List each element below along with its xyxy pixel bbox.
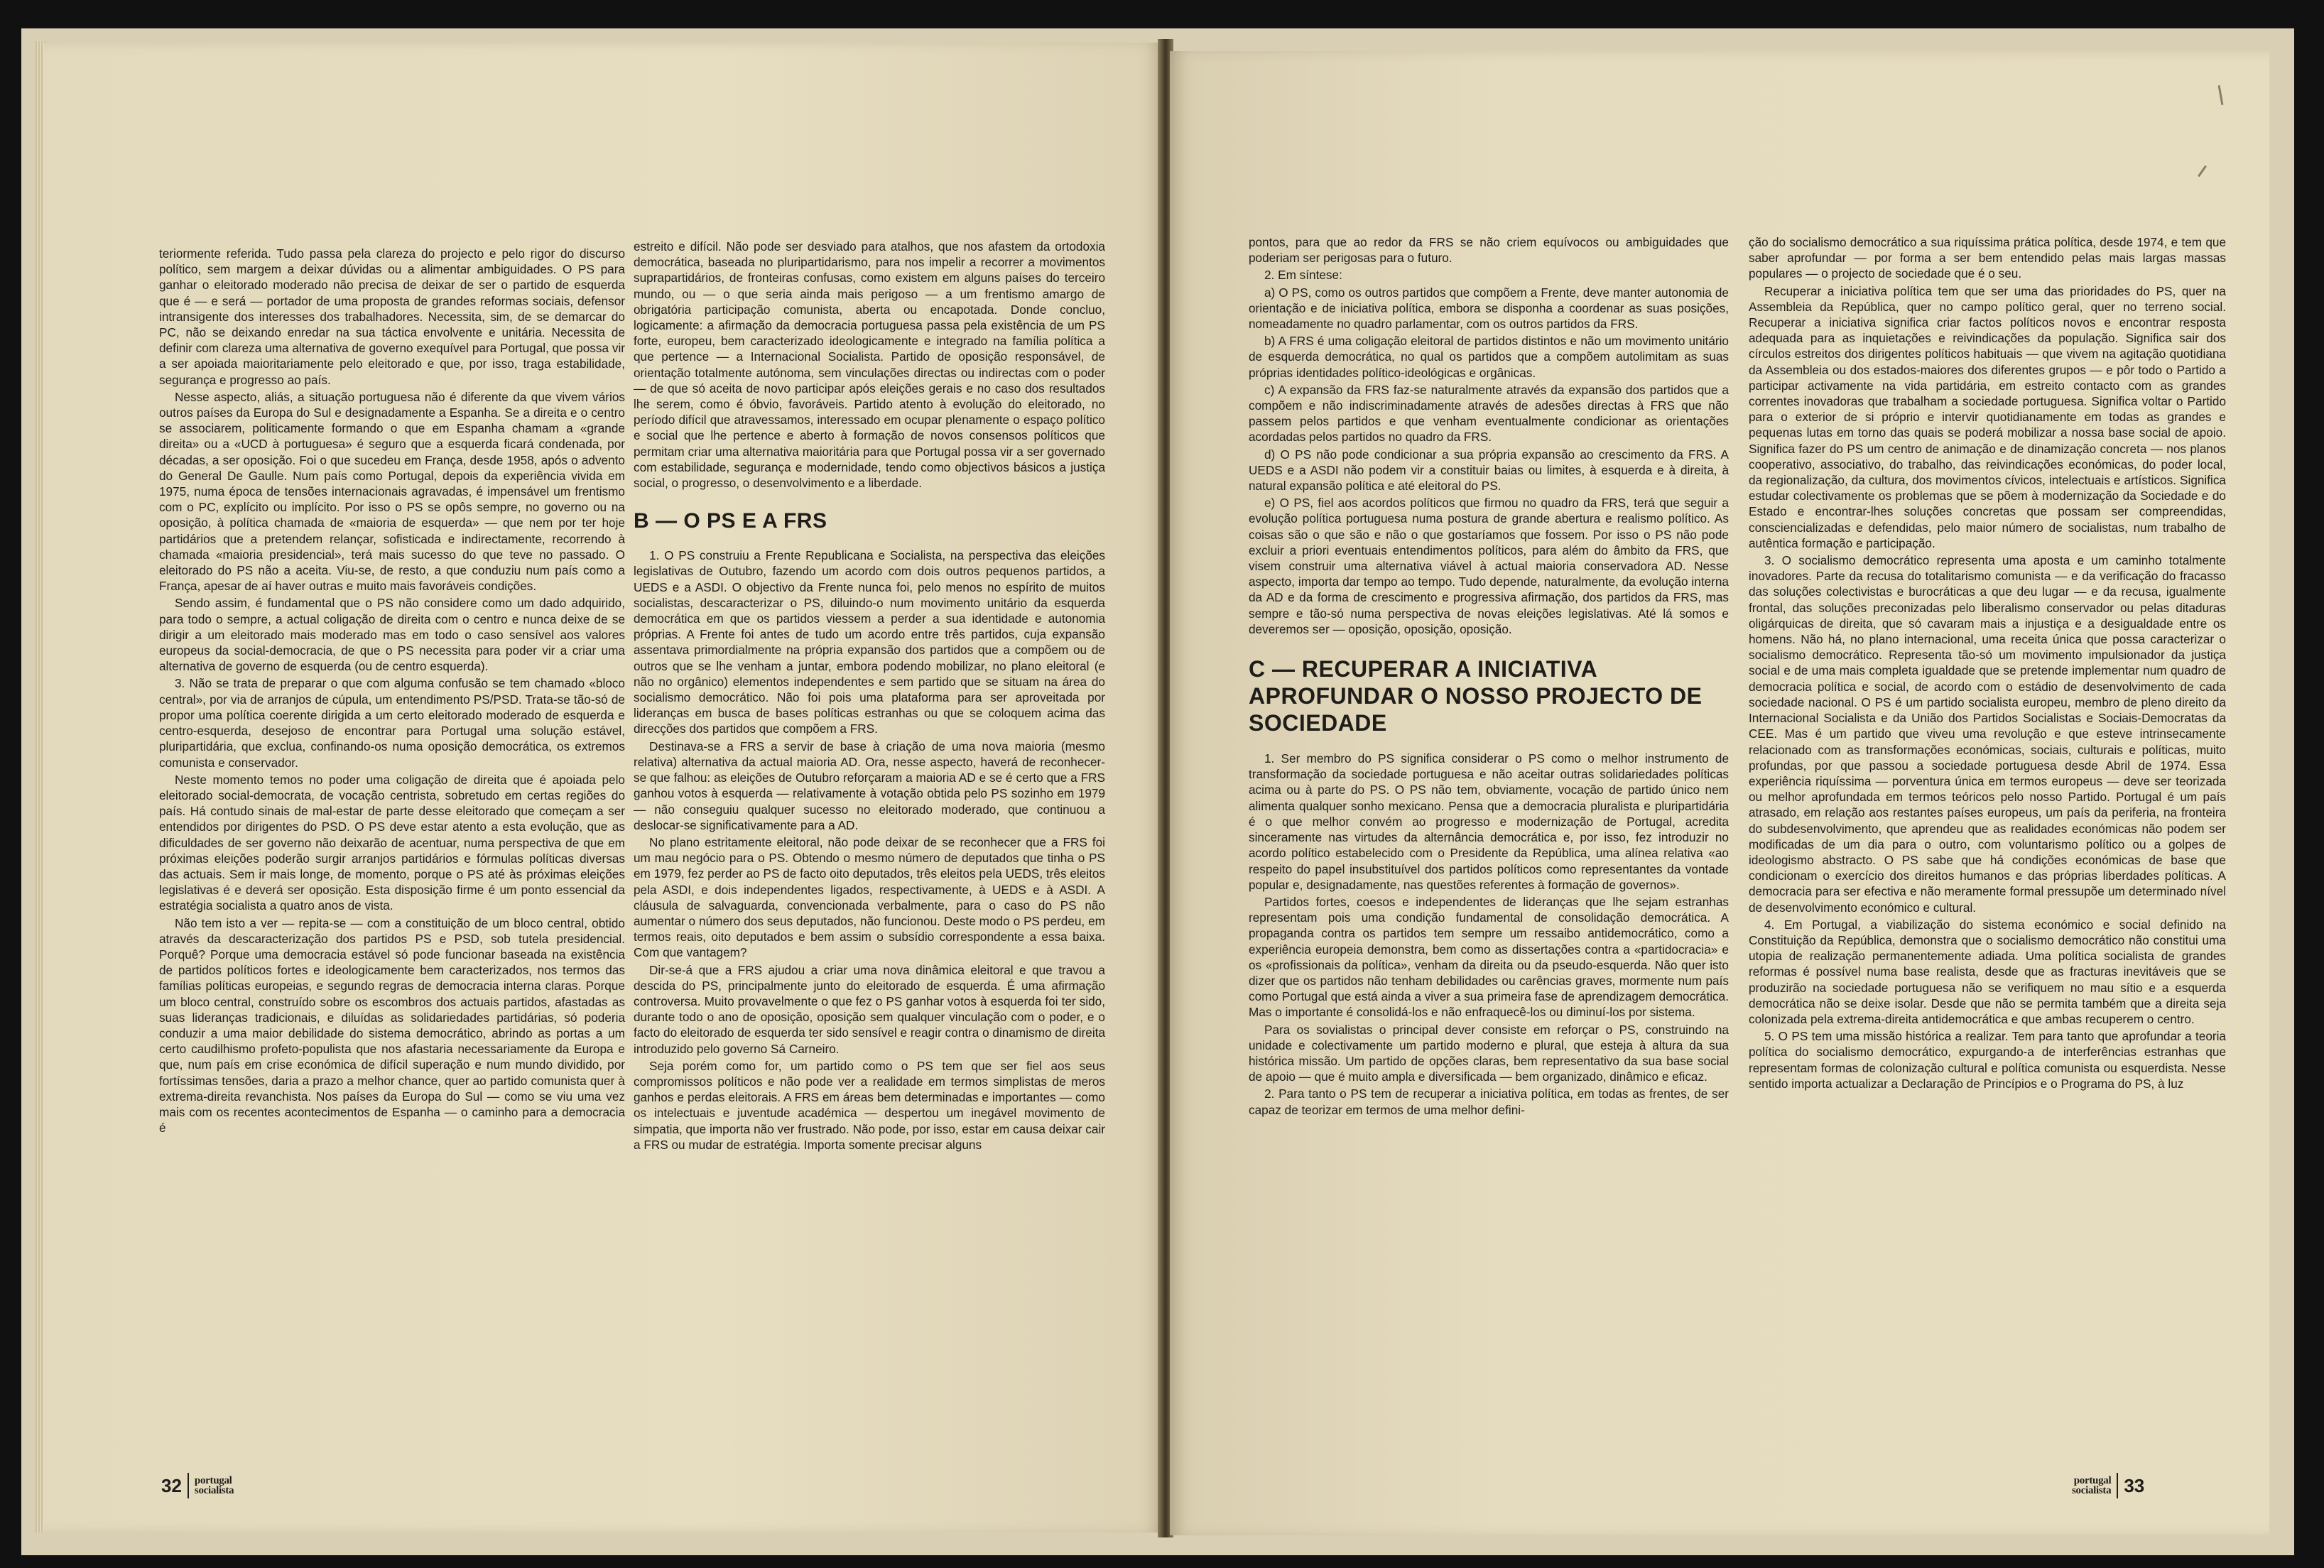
right-column-2	[1749, 234, 2226, 1093]
left-footer	[161, 1473, 234, 1498]
paragraph: Partidos fortes, coesos e independentes de lideranças que lhe sejam estranhas representam pois uma condição fundamental de consolidação democrática. A propaganda contra os partidos tem sempre um ressaibo antidemocrático, como a experiência europeia demonstra, bem como as dissertações contra a «partidocracia» e os «profissionais da política», venham da direita ou da pseudo-esquerda. Não quer isto dizer que os partidos não tenham debilidades ou carências graves, mormente num país como Portugal que está ainda a viver a sua primeira fase de aprendizagem democrática. Mas o importante é consolidá-los e não enfraquecê-los ou diminuí-los por sistema.	[1249, 894, 1729, 1020]
magazine-logo	[195, 1476, 234, 1496]
logo-bottom: socialista	[194, 1485, 234, 1496]
left-column-1	[159, 246, 625, 1137]
paragraph: 3. Não se trata de preparar o que com alguma confusão se tem chamado «bloco central», por via de arranjos de cúpula, um entendimento PS/PSD. Trata-se tão-só de propor uma política coerente dirigida a um certo eleitorado moderado de esquerda e centro-esquerda, desejoso de encontrar para Portugal uma solução estável, pluripartidária, que exclua, confinando-os numa oposição democrática, os extremos comunista e conservador.	[159, 676, 625, 770]
paragraph: b) A FRS é uma coligação eleitoral de partidos distintos e não um movimento unitário de esquerda democrática, no qual os partidos que a compõem autolimitam as suas próprias identidades político-ideológicas e orgânicas.	[1249, 334, 1729, 380]
left-page	[44, 43, 1163, 1532]
paragraph: c) A expansão da FRS faz-se naturalmente através da expansão dos partidos que a compõem e não indiscriminadamente através de adesões directas à FRS que não passem pelos partidos e que venham eventualmente condicionar as orientações acordadas pelos partidos no quadro da FRS.	[1249, 382, 1729, 445]
paragraph: No plano estritamente eleitoral, não pode deixar de se reconhecer que a FRS foi um mau negócio para o PS. Obtendo o mesmo número de deputados que tinha o PS em 1979, fez perder ao PS de facto oito deputados, três eleitos pela UEDS, três eleitos pela ASDI, e dois independentes ligados, respectivamente, à UEDS e à ASDI. A cláusula de salvaguarda, convencionada verbalmente, para o caso do PS não aumentar o número dos seus deputados, não funcionou. Deste modo o PS perdeu, em termos reais, oito deputados e bem assim o subsídio correspondente a essa baixa. Com que vantagem?	[634, 834, 1106, 960]
right-page	[1170, 51, 2269, 1535]
paragraph: ção do socialismo democrático a sua riquíssima prática política, desde 1974, e tem que saber aprofundar — por forma a ser bem entendido pelas mais largas massas populares — o projecto de sociedade que é o seu.	[1749, 235, 2226, 281]
paragraph: 2. Para tanto o PS tem de recuperar a iniciativa política, em todas as frentes, de ser capaz de teorizar em termos de uma melhor defini-	[1249, 1087, 1729, 1117]
paragraph: Seja porém como for, um partido como o PS tem que ser fiel aos seus compromissos políticos e não pode ver a realidade em termos simplistas de meros ganhos e perdas eleitorais. A FRS em áreas bem determinadas e importantes — como os intelectuais e juventude académica — despertou um inegável movimento de simpatia, que importa não ver frustrado. Não pode, por isso, estar em causa deixar cair a FRS ou mudar de estratégia. Importa somente precisar alguns	[634, 1058, 1105, 1152]
paragraph: 1. O PS construiu a Frente Republicana e Socialista, na perspectiva das eleições legislativas de Outubro, fazendo um acordo com dois outros pequenos partidos, a UEDS e a ASDI. O objectivo da Frente nunca foi, pelo menos no espírito de muitos socialistas, descaracterizar o PS, diluindo-o num movimento unitário da esquerda democrática em que os partidos viessem a perder a sua identidade e autonomia próprias. A Frente foi antes de tudo um acordo entre três partidos, cuja expansão assentava primordialmente na própria expansão dos partidos que a compõem ou de outros que se lhe venham a juntar, embora podendo mobilizar, no plano eleitoral (e não no orgânico) elementos independentes e sem partido que se situam na área do socialismo democrático. Não foi pois uma plataforma para ser aproveitada por lideranças em busca de bases políticas estranhas ou que se coloquem acima das direcções dos partidos que compõem a FRS.	[634, 548, 1105, 736]
paragraph: 3. O socialismo democrático representa uma aposta e um caminho totalmente inovadores. Parte da recusa do totalitarismo comunista — e da verificação do fracasso das soluções colectivistas e burocráticas a que deu lugar — e da recusa, igualmente frontal, das soluções preconizadas pelo liberalismo conservador ou pelas ditaduras oligárquicas de direita, que só cavaram mais a injustiça e a desigualdade entre os homens. Não há, no plano internacional, uma receita única que possa caracterizar o socialismo democrático. Representa tão-só um movimento impulsionador da justiça social e de uma mais completa igualdade que se pretende implementar num quadro de democracia política e social, de acordo com o estádio de desenvolvimento de cada sociedade nacional. O PS é um partido socialista europeu, membro de pleno direito da Internacional Socialista e da União dos Partidos Socialistas e Sociais-Democratas da CEE. Mas é um partido que viveu uma revolução e que esteve intrinsecamente relacionado com as transformações económicas, sociais, culturais e políticas, muito profundas, por que passou a sociedade portuguesa desde Abril de 1974. Essa experiência riquíssima — porventura única em termos europeus — deve ser teorizada ou melhor aprofundada em termos teóricos pelo nosso Partido. Portugal é um país atrasado, em relação aos restantes países europeus, um país da periferia, na fronteira do subdesenvolvimento, que aprendeu que as realidades económicas não podem ser modificadas de um dia para o outro, com voluntarismo político ou a golpes de ideologismo abstracto. O PS sabe que há condições económicas de base que condicionam o exercício dos direitos humanos e das próprias liberdades políticas. A democracia para ser efectiva e não meramente formal pressupõe um determinado nível de desenvolvimento económico e cultural.	[1749, 553, 2226, 915]
staple-mark	[2198, 165, 2207, 177]
paragraph: 1. Ser membro do PS significa considerar o PS como o melhor instrumento de transformação da sociedade portuguesa e não aceitar outras solidariedades políticas acima ou à parte do PS. O PS não tem, obviamente, vocação de partido único nem alimenta qualquer sonho mexicano. Pensa que a democracia pluralista e pluripartidária é o que melhor convém ao progresso e modernização de Portugal, acredita sinceramente nas virtudes da alternância democrática e, por isso, fez introduzir no acordo político estabelecido com o Presidente da República, uma alínea relativa «ao respeito do papel insubstituível dos partidos políticos como representantes da vontade popular e, designadamente, nas questões referentes à formação de governos».	[1249, 751, 1729, 892]
paragraph: Neste momento temos no poder uma coligação de direita que é apoiada pelo eleitorado social-democrata, de vocação centrista, sobretudo em certas regiões do país. Há contudo sinais de mal-estar de parte desse eleitorado que começam a ser entendidos por dirigentes do PSD. O PS deve estar atento a esta evolução, que as dificuldades de ser governo não deixarão de acentuar, numa perspectiva de que em próximas eleições poderão surgir arranjos partidários e fórmulas políticas diversas das actuais. Sem ir mais longe, de momento, porque o PS até às próximas eleições legislativas é e deverá ser oposição. Esta disposição firme é um ponto essencial da estratégia socialista a quatro anos de vista.	[159, 772, 625, 913]
paragraph: Recuperar a iniciativa política tem que ser uma das prioridades do PS, quer na Assembleia da República, quer no campo político geral, quer no terreno social. Recuperar a iniciativa significa criar factos políticos novos e encontrar resposta adequada para as inquietações e reivindicações da população. Significa sair dos círculos estreitos dos dirigentes políticos habituais — que vivem na agitação quotidiana da Assembleia ou dos estados-maiores dos diferentes grupos — e pôr todo o Partido a participar activamente na vida partidária, em estreito contacto com as grandes correntes inovadoras que trabalham a sociedade portuguesa. Significa voltar o Partido para o exterior de si próprio e intervir quotidianamente em todas as grandes e pequenas lutas em torno das quais se poderá mobilizar a nossa base social de apoio. Significa fazer do PS um centro de animação e de dinamização concreta — nos planos cooperativo, associativo, do trabalho, das reivindicações económicas, do poder local, da regionalização, da cultura, dos movimentos cívicos, intelectuais e artísticos. Significa estudar colectivamente os problemas que se põem à modernização da Sociedade e do Estado e encontrar-lhes soluções concretas que possam ser compreendidas, consciencializadas e defendidas, pelo maior número de socialistas, num trabalho de autêntica formação e participação.	[1749, 283, 2226, 550]
paragraph: pontos, para que ao redor da FRS se não criem equívocos ou ambiguidades que poderiam ser perigosas para o futuro.	[1249, 235, 1729, 266]
staple-mark	[2218, 85, 2224, 105]
paragraph: Sendo assim, é fundamental que o PS não considere como um dado adquirido, para todo o sempre, a actual coligação de direita com o centro e nunca deixe de se dirigir a um eleitorado mais moderado mas em todo o caso sensível aos valores europeus da social-democracia, de que o PS necessita para poder vir a criar uma alternativa de governo de esquerda (ou de centro esquerda).	[159, 596, 625, 674]
logo-divider	[188, 1473, 189, 1498]
paragraph: 4. Em Portugal, a viabilização do sistema económico e social definido na Constituição da República, demonstra que o socialismo democrático não constitui uma utopia de realização permanentemente adiada. Uma política socialista de grandes reformas é possível numa base realista, desde que as fracturas inevitáveis que se produzirão na sociedade portuguesa não se verifiquem no mau sítio e a esquerda democrática não se deixe isolar. Desde que não se permita também que a direita seja colonizada pela extrema-direita antidemocrática e que ambas recuperem o centro.	[1749, 917, 2226, 1026]
magazine-logo	[2072, 1476, 2111, 1496]
left-column-2	[634, 239, 1105, 1154]
paragraph: Dir-se-á que a FRS ajudou a criar uma nova dinâmica eleitoral e que travou a descida do PS, principalmente junto do eleitorado de esquerda. É uma afirmação controversa. Muito provavelmente o que fez o PS ganhar votos à esquerda foi ter sido, durante todo o ano de oposição, oposição sem qualquer vinculação com o poder, e o facto do eleitorado de esquerda ter sido sensível e reagir contra o dinamismo de direita introduzido pelo governo Sá Carneiro.	[634, 962, 1106, 1056]
section-heading: B — O PS E A FRS	[634, 509, 827, 533]
right-footer	[2072, 1473, 2144, 1498]
logo-top: portugal	[194, 1475, 232, 1486]
logo-bottom: socialista	[2072, 1485, 2112, 1496]
page-number: 32	[161, 1474, 182, 1496]
right-column-1	[1249, 234, 1729, 1119]
paragraph: Para os sovialistas o principal dever consiste em reforçar o PS, construindo na unidade e colectivamente um partido moderno e plural, que esteja à altura da sua histórica missão. Um partido de opções claras, bem representativo da sua base social de apoio — que é muito ampla e diversificada — bem organizado, dinâmico e eficaz.	[1249, 1022, 1729, 1084]
paragraph: Não tem isto a ver — repita-se — com a constituição de um bloco central, obtido através da descaracterização dos partidos PS e PSD, sob tutela presidencial. Porquê? Porque uma democracia estável só pode funcionar baseada na existência de partidos políticos fortes e ideologicamente bem caracterizados, nos termos das famílias políticas europeias, e segundo regras de democracia interna claras. Porque um bloco central, construído sobre os escombros dos actuais partidos, afastadas as suas lideranças tradicionais, e diluídas as solidariedades partidárias, só poderia conduzir a uma maior debilidade do sistema democrático, abrindo as portas a um certo caudilhismo profeto-populista que nos afastaria necessariamente da Europa e que, num país em crise económica de difícil superação e num mundo dividido, por fortíssimas tensões, daria a prazo a melhor chance, quer ao partido comunista quer à extrema-direita revanchista. Nos países da Europa do Sul — como se viu uma vez mais com os recentes acontecimentos de Espanha — o caminho para a democracia é	[159, 915, 625, 1136]
paragraph: Destinava-se a FRS a servir de base à criação de uma nova maioria (mesmo relativa) alternativa da actual maioria AD. Ora, nesse aspecto, haverá de reconhecer-se que falhou: as eleições de Outubro reforçaram a maioria AD e se é certo que a FRS ganhou votos à esquerda — relativamente à votação obtida pelo PS sozinho em 1979 — não conseguiu qualquer sucesso no eleitorado moderado, que continuou a deslocar-se significativamente para a AD.	[634, 739, 1105, 832]
paragraph: e) O PS, fiel aos acordos políticos que firmou no quadro da FRS, terá que seguir a evolução política portuguesa numa postura de grande abertura e realismo político. As coisas são o que são e não o que gostaríamos que fossem. Por isso o PS não pode excluir a priori eventuais entendimentos políticos, para além do âmbito da FRS, que visem construir uma alternativa viável à actual maioria conservadora AD. Nesse aspecto, importa dar tempo ao tempo. Tudo depende, naturalmente, da evolução interna da AD e da forma de crescimento e progressiva afirmação, dos partidos da FRS, mas sempre e tão-só numa perspectiva de novas eleições legislativas. Até lá somos e deveremos ser — oposição, oposição, oposição.	[1249, 496, 1729, 636]
paragraph: 2. Em síntese:	[1264, 268, 1342, 283]
paragraph: Nesse aspecto, aliás, a situação portuguesa não é diferente da que vivem vários outros países da Europa do Sul e designadamente a Espanha. Se a direita e o centro se associarem, politicamente formando o que em Espanha chamam a «grande direita» ou a «UCD à portuguesa» é seguro que a esquerda ficará condenada, por décadas, a ser oposição. Foi o que sucedeu em França, desde 1958, após o advento do General De Gaulle. Num país como Portugal, depois da experiência vivida em 1975, numa época de tensões internacionais agravadas, é impensável um frentismo com o PC, explícito ou implícito. Por isso o PS se opôs sempre, no governo ou na oposição, à política chamada de «maioria de esquerda» — que nem por ter hoje partidários que a pretendem relançar, sofisticada e indirectamente, recorrendo à chamada «maioria presidencial», terá mais sucesso do que teve no passado. O eleitorado do PS não a aceita. Viu-se, de resto, a que conduziu num país como a França, apesar de aí haver outras e muito mais favoráveis condições.	[159, 389, 625, 594]
section-heading: C — RECUPERAR A INICIATIVA APROFUNDAR O NOSSO PROJECTO DE SOCIEDADE	[1249, 656, 1703, 736]
paragraph: estreito e difícil. Não pode ser desviado para atalhos, que nos afastem da ortodoxia democrática, baseada no pluripartidarismo, para nos impelir a recorrer a movimentos suprapartidários, de fronteiras confusas, como existem em alguns países do terceiro mundo, ou — o que seria ainda mais perigoso — a um frentismo amargo de obrigatória participação comunista, aberta ou encapotada. Donde concluo, logicamente: a afirmação da democracia portuguesa passa pela existência de um PS forte, europeu, bem caracterizado ideologicamente e integrado na família política a que pertence — a Internacional Socialista. Partido de oposição responsável, de orientação totalmente autónoma, sem vinculações directas ou indirectas com o poder — de que só aceita de novo participar após eleições gerais e no caso dos resultados lhe serem, como é óbvio, favoráveis. Partido atento à evolução do eleitorado, no período difícil que atravessamos, interessado em ocupar plenamente o espaço político e social que lhe pertence e aberto à formação de novos consensos políticos que permitam criar uma alternativa maioritária para que Portugal possa vir a ser governado com estabilidade, segurança e modernidade, tendo como objectivos básicos a justiça social, o progresso, o desenvolvimento e a liberdade.	[634, 239, 1105, 491]
page-number: 33	[2124, 1474, 2145, 1496]
paragraph: teriormente referida. Tudo passa pela clareza do projecto e pelo rigor do discurso político, sem margem a deixar dúvidas ou a alimentar ambiguidades. O PS para ganhar o eleitorado moderado não precisa de deixar de ser o partido de esquerda que é — e será — portador de uma proposta de grandes reformas sociais, defensor intransigente dos interesses dos trabalhadores. Necessita, sim, de se demarcar do PC, não se deixando enredar na sua táctica envolvente e unitária. Necessita de definir com clareza uma alternativa de governo exequível para Portugal, que possa vir a ser apoiada maioritariamente pelo eleitorado e que, por isso, traga estabilidade, segurança e progresso ao país.	[159, 246, 625, 387]
paragraph: a) O PS, como os outros partidos que compõem a Frente, deve manter autonomia de orientação e de iniciativa política, embora se disponha a coordenar as suas posições, nomeadamente no quadro parlamentar, com os outros partidos da FRS.	[1249, 285, 1729, 332]
paragraph: d) O PS não pode condicionar a sua própria expansão ao crescimento da FRS. A UEDS e a ASDI não podem vir a constituir baias ou limites, à esquerda e à direita, à natural expansão política e até eleitoral do PS.	[1249, 447, 1729, 494]
paragraph: 5. O PS tem uma missão histórica a realizar. Tem para tanto que aprofundar a teoria política do socialismo democrático, expurgando-a de interferências estranhas que representam formas de colonização cultural e política comunista ou esquerdista. Nesse sentido importa actualizar a Declaração de Princípios e o Programa do PS, à luz	[1749, 1029, 2226, 1091]
logo-top: portugal	[2073, 1475, 2112, 1486]
logo-divider	[2117, 1473, 2118, 1498]
